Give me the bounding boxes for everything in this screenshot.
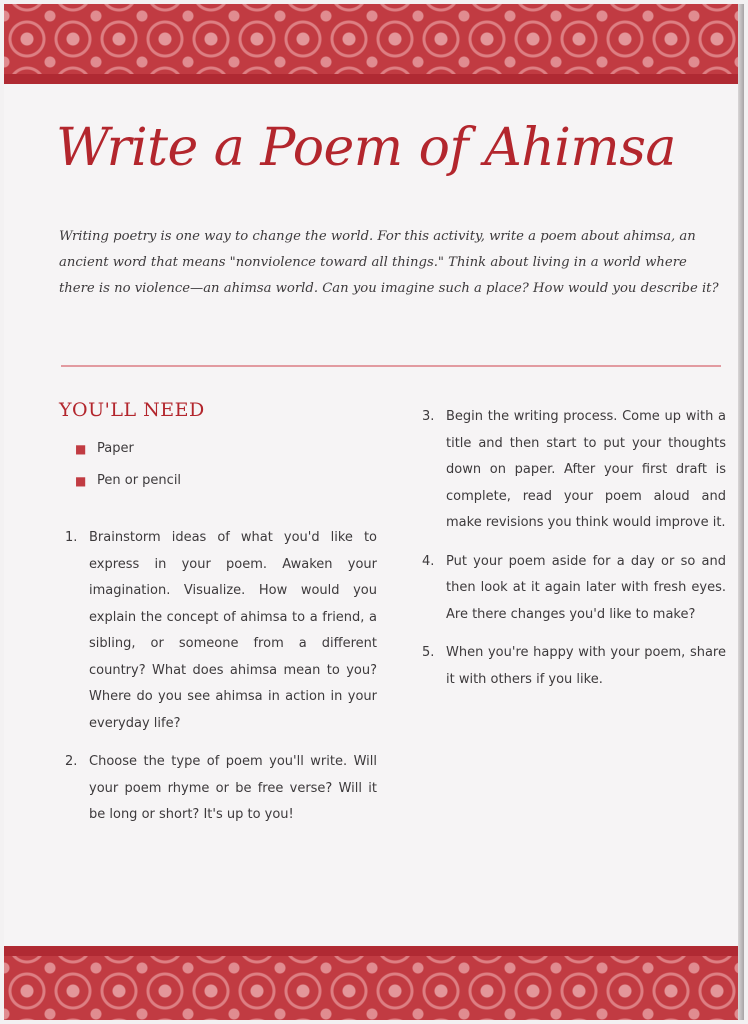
step-text: Begin the writing process. Come up with a title and then start to put your thoughts down on paper. After your first draft is complete, read your poem aloud and make revisions you think would improve it. (446, 409, 726, 530)
step-number: 1. (65, 530, 78, 545)
step-text: Put your poem aside for a day or so and then look at it again later with fresh eyes. Are there changes you'd like to make? (446, 553, 726, 622)
bullet-icon: ■ (75, 474, 87, 488)
step-number: 5. (422, 645, 435, 660)
step-item (59, 749, 377, 829)
step-number: 3. (422, 409, 435, 424)
step-item (416, 404, 726, 537)
left-column (59, 399, 377, 841)
step-text: When you're happy with your poem, share it with others if you like. (446, 645, 726, 687)
page-edge-shadow (738, 4, 744, 1020)
bottom-decorative-border (4, 946, 744, 1020)
steps-list-left (59, 525, 377, 829)
step-item (416, 640, 726, 693)
right-column (416, 404, 726, 705)
top-decorative-border (4, 4, 744, 84)
section-divider (61, 365, 721, 367)
step-text: Choose the type of poem you'll write. Will your poem rhyme or be free verse? Will it be long or short? It's up to you! (89, 754, 377, 822)
supplies-list (59, 433, 377, 497)
step-text: Brainstorm ideas of what you'd like to express in your poem. Awaken your imagination. Visualize. How would you explain the concept of ahimsa to a friend, a sibling, or someone from a different country? What does ahimsa mean to you? Where do you see ahimsa in action in your everyday life? (89, 530, 377, 731)
intro-paragraph: Writing poetry is one way to change the world. For this activity, write a poem about ahimsa, an ancient word that means "nonviolence toward all things." Think about living in a world where there is no violence—an ahimsa world. Can you imagine such a place? How would you describe it? (59, 229, 719, 296)
youll-need-heading: YOU'LL NEED (59, 399, 205, 421)
steps-list-right (416, 404, 726, 693)
supply-item-label: Pen or pencil (97, 473, 182, 488)
step-number: 2. (65, 754, 78, 769)
step-item (59, 525, 377, 737)
step-item (416, 549, 726, 629)
page (4, 4, 744, 1020)
bullet-icon: ■ (75, 442, 87, 456)
supply-item (59, 465, 377, 497)
supply-item (59, 433, 377, 465)
page-title: Write a Poem of Ahimsa (56, 118, 676, 178)
supply-item-label: Paper (97, 441, 134, 456)
step-number: 4. (422, 553, 435, 569)
